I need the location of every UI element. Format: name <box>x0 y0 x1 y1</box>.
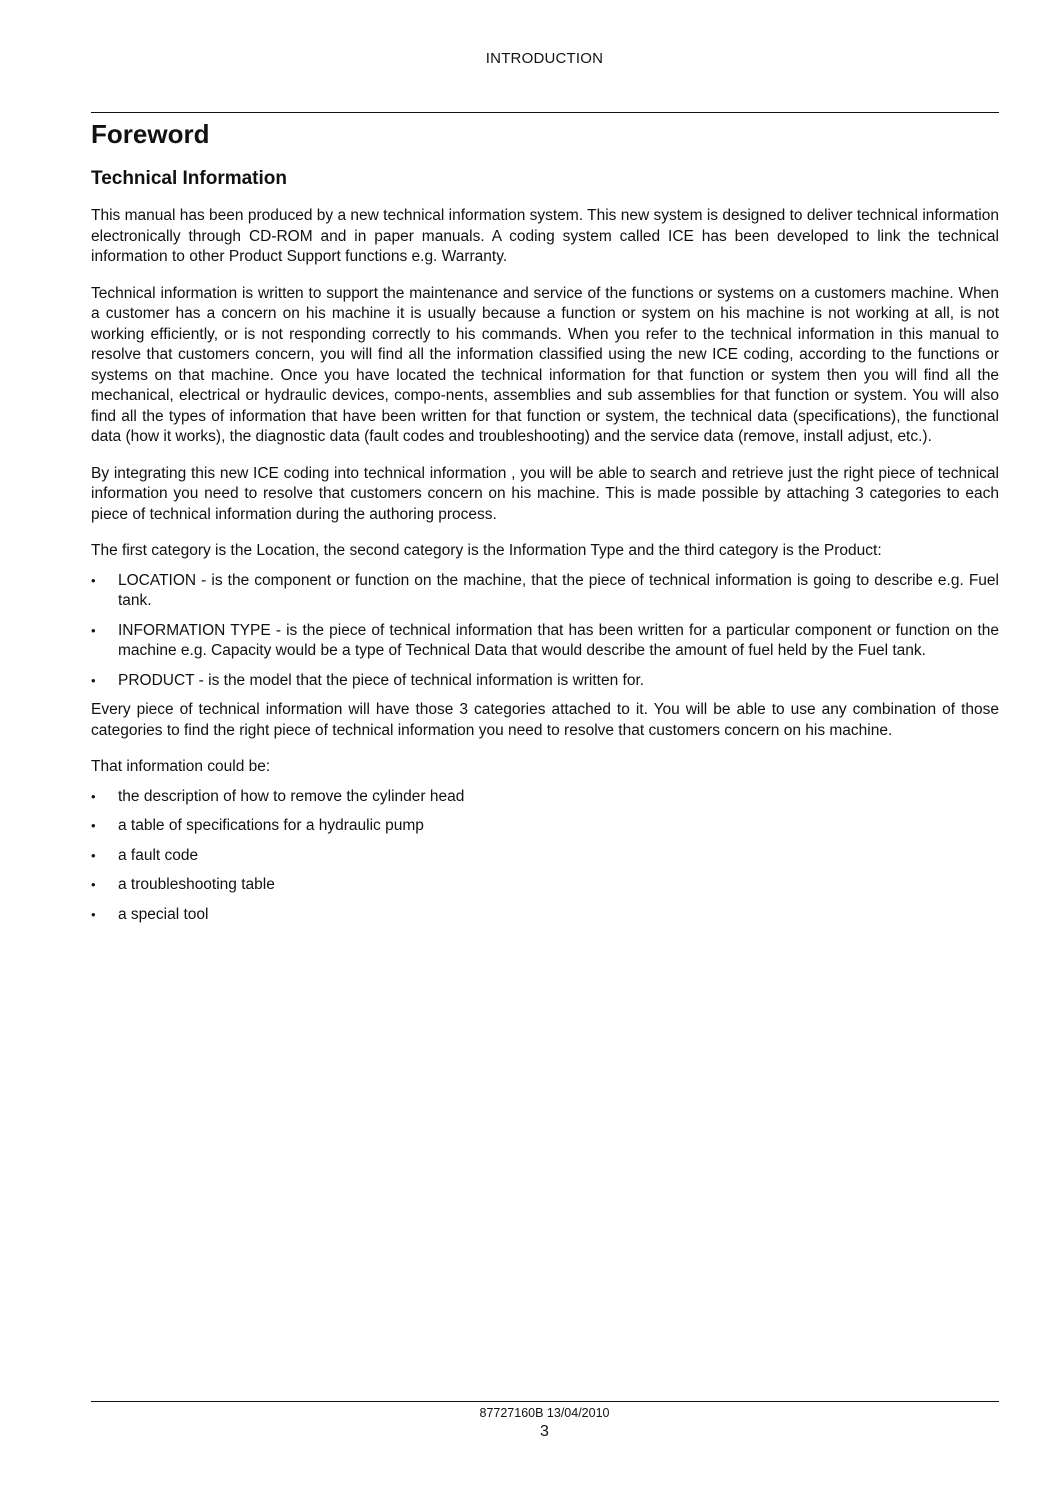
list-item <box>91 816 999 837</box>
paragraph-ice-coding: By integrating this new ICE coding into technical information , you will be able to search and retrieve just the right piece of technical information you need to resolve that customers concern on his machine. This is made possible by attaching 3 categories to each piece of technical information during the authoring process. <box>91 464 999 523</box>
list-item-text: a fault code <box>118 846 199 864</box>
list-item <box>91 875 999 896</box>
examples-list <box>91 787 999 926</box>
bullet-icon: • <box>91 672 96 688</box>
bullet-icon: • <box>91 818 96 833</box>
bullet-icon: • <box>91 906 96 922</box>
list-item <box>91 621 999 662</box>
paragraph-intro: This manual has been produced by a new technical information system. This new system is designed to deliver technical information electronically through CD-ROM and in paper manuals. A coding system called ICE has been developed to link the technical information to other Product Support functions e.g. Warranty. <box>91 207 999 265</box>
list-item <box>91 846 999 867</box>
list-item <box>91 905 999 926</box>
list-item <box>91 571 999 612</box>
list-item-text: a troubleshooting table <box>118 876 275 893</box>
paragraph-every-piece: Every piece of technical information will have those 3 categories attached to it. You will be able to use any combination of those categories to find the right piece of technical information you need to resolve that customers concern on his machine. <box>91 701 999 739</box>
list-item-text: a special tool <box>118 905 209 923</box>
bullet-icon: • <box>91 622 96 638</box>
document-code: 87727160B 13/04/2010 <box>479 1406 610 1420</box>
page-number: 3 <box>540 1423 549 1440</box>
paragraph-categories-intro: The first category is the Location, the second category is the Information Type and the third category is the Product: <box>91 542 882 559</box>
paragraph-could-be: That information could be: <box>91 758 271 775</box>
header-divider <box>91 112 999 113</box>
section-heading: Technical Information <box>91 168 288 189</box>
list-item-text: LOCATION - is the component or function on the machine, that the piece of technical information is going to describe e.g. Fuel tank. <box>118 571 999 609</box>
list-item-text: a table of specifications for a hydraulic pump <box>118 817 424 834</box>
bullet-icon: • <box>91 788 96 804</box>
bullet-icon: • <box>91 847 96 863</box>
footer-divider <box>91 1401 999 1402</box>
page-content <box>91 116 999 934</box>
list-item-text: PRODUCT - is the model that the piece of technical information is written for. <box>118 671 645 689</box>
bullet-icon: • <box>91 572 96 588</box>
running-header: INTRODUCTION <box>485 50 604 67</box>
categories-list <box>91 571 999 692</box>
page-title: Foreword <box>91 119 210 149</box>
list-item <box>91 671 999 692</box>
list-item <box>91 787 999 808</box>
paragraph-technical-info: Technical information is written to support the maintenance and service of the functions or systems on a customers machine. When a customer has a concern on his machine it is usually because a function or system on his machine is not working at all, is not working efficiently, or is not responding correctly to his commands. When you refer to the technical information in this manual to resolve that customers concern, you will find all the information classified using the new ICE coding, according to the functions or systems on that machine. Once you have located the technical information for that function or system then you will find all the mechanical, electrical or hydraulic devices, compo-nents, assemblies and sub assemblies for that function or system. You will also find all the types of information that have been written for that function or system, the technical data (specifications), the functional data (how it works), the diagnostic data (fault codes and troubleshooting) and the service data (remove, install adjust, etc.). <box>91 284 999 445</box>
bullet-icon: • <box>91 877 96 892</box>
list-item-text: the description of how to remove the cylinder head <box>118 787 465 805</box>
list-item-text: INFORMATION TYPE - is the piece of technical information that has been written for a particular component or function on the machine e.g. Capacity would be a type of Technical Data that would describe the amount of fuel held by the Fuel tank. <box>118 621 999 659</box>
